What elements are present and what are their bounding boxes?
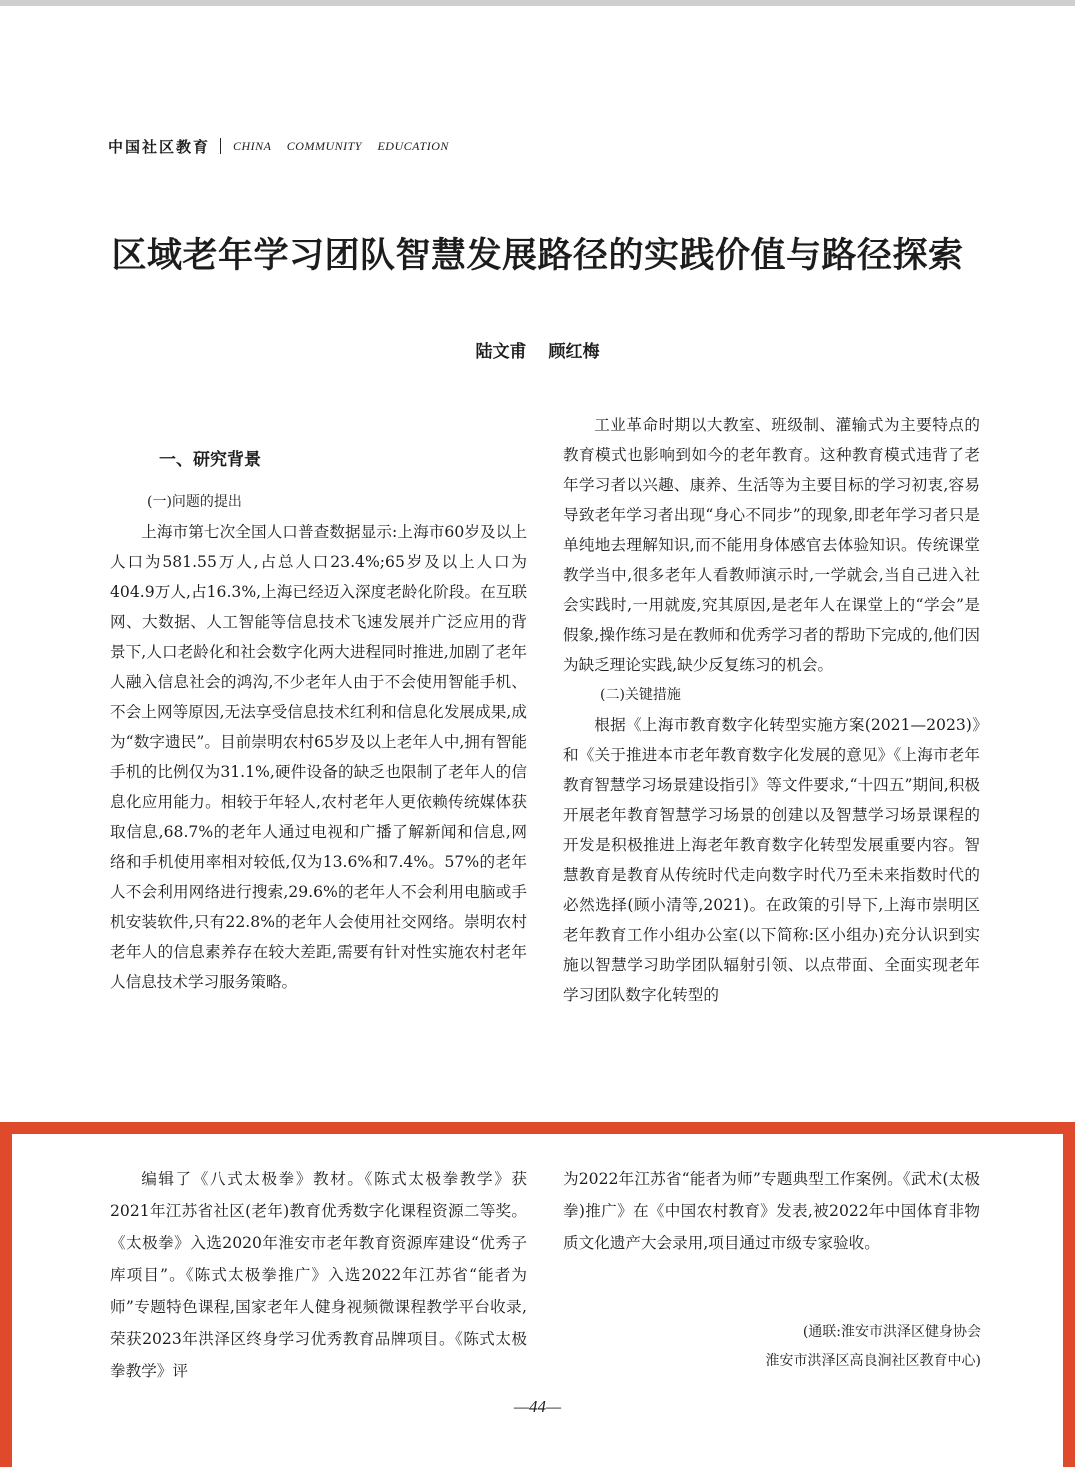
journal-name-cn: 中国社区教育	[108, 137, 211, 156]
section-heading: 一、研究背景	[159, 450, 261, 470]
body-paragraph: 为2022年江苏省“能者为师”专题典型工作案例。《武术(太极拳)推广》在《中国农村教育》发表,被2022年中国体育非物质文化遗产大会录用,项目通过市级专家验收。	[563, 1170, 980, 1252]
header-divider	[220, 138, 221, 154]
page-number: —44—	[513, 1397, 562, 1416]
bottom-right-column	[563, 1163, 980, 1259]
body-paragraph: 根据《上海市教育数字化转型实施方案(2021—2023)》和《关于推进本市老年教育数字化发展的意见》《上海市老年教育智慧学习场景建设指引》等文件要求,“十四五”期间,积极开展老年教育智慧学习场景的创建以及智慧学习场景课程的开发是积极推进上海老年教育数字化转型发展重要内容。智慧教育是教育从传统时代走向数字时代乃至未来指数时代的必然选择(顾小清等,2021)。在政策的引导下,上海市崇明区老年教育工作小组办公室(以下简称:区小组办)充分认识到实施以智慧学习助学团队辐射引领、以点带面、全面实现老年学习团队数字化转型的	[563, 716, 980, 1004]
journal-header	[108, 134, 449, 158]
subsection-heading: (一)问题的提出	[147, 494, 242, 510]
body-paragraph: 上海市第七次全国人口普查数据显示:上海市60岁及以上人口为581.55万人,占总人口23.4%;65岁及以上人口为404.9万人,占16.3%,上海已经迈入深度老龄化阶段。在互联网、大数据、人工智能等信息技术飞速发展并广泛应用的背景下,人口老龄化和社会数字化两大进程同时推进,加剧了老年人融入信息社会的鸿沟,不少老年人由于不会使用智能手机、不会上网等原因,无法享受信息技术红利和信息化发展成果,成为“数字遗民”。目前崇明农村65岁及以上老年人中,拥有智能手机的比例仅为31.1%,硬件设备的缺乏也限制了老年人的信息化应用能力。相较于年轻人,农村老年人更依赖传统媒体获取信息,68.7%的老年人通过电视和广播了解新闻和信息,网络和手机使用率相对较低,仅为13.6%和7.4%。57%的老年人不会利用网络进行搜索,29.6%的老年人不会利用电脑或手机安装软件,只有22.8%的老年人会使用社交网络。崇明农村老年人的信息素养存在较大差距,需要有针对性实施农村老年人信息技术学习服务策略。	[110, 523, 527, 991]
credit-line: (通联:淮安市洪泽区健身协会	[802, 1324, 981, 1340]
body-paragraph: 工业革命时期以大教室、班级制、灌输式为主要特点的教育模式也影响到如今的老年教育。这种教育模式违背了老年学习者以兴趣、康养、生活等为主要目标的学习初衷,容易导致老年学习者出现“身心不同步”的现象,即老年学习者只是单纯地去理解知识,而不能用身体感官去体验知识。传统课堂教学当中,很多老年人看教师演示时,一学就会,当自己进入社会实践时,一用就废,究其原因,是老年人在课堂上的“学会”是假象,操作练习是在教师和优秀学习者的帮助下完成的,他们因为缺乏理论实践,缺少反复练习的机会。	[563, 416, 980, 674]
subsection-heading: (二)关键措施	[600, 687, 681, 703]
body-paragraph: 编辑了《八式太极拳》教材。《陈式太极拳教学》获2021年江苏省社区(老年)教育优秀数字化课程资源二等奖。《太极拳》入选2020年淮安市老年教育资源库建设“优秀子库项目”。《陈式太极拳推广》入选2022年江苏省“能者为师”专题特色课程,国家老年人健身视频微课程教学平台收录,荣获2023年洪泽区终身学习优秀教育品牌项目。《陈式太极拳教学》评	[110, 1170, 527, 1380]
bottom-left-column	[110, 1163, 527, 1387]
article-title: 区域老年学习团队智慧发展路径的实践价值与路径探索	[111, 235, 964, 276]
top-bar	[0, 0, 1075, 6]
left-column	[110, 445, 527, 997]
credit-line: 淮安市洪泽区高良涧社区教育中心)	[765, 1353, 981, 1369]
article-authors: 陆文甫 顾红梅	[475, 342, 600, 362]
right-column	[563, 410, 980, 1010]
journal-name-en: CHINA COMMUNITY EDUCATION	[233, 138, 449, 153]
